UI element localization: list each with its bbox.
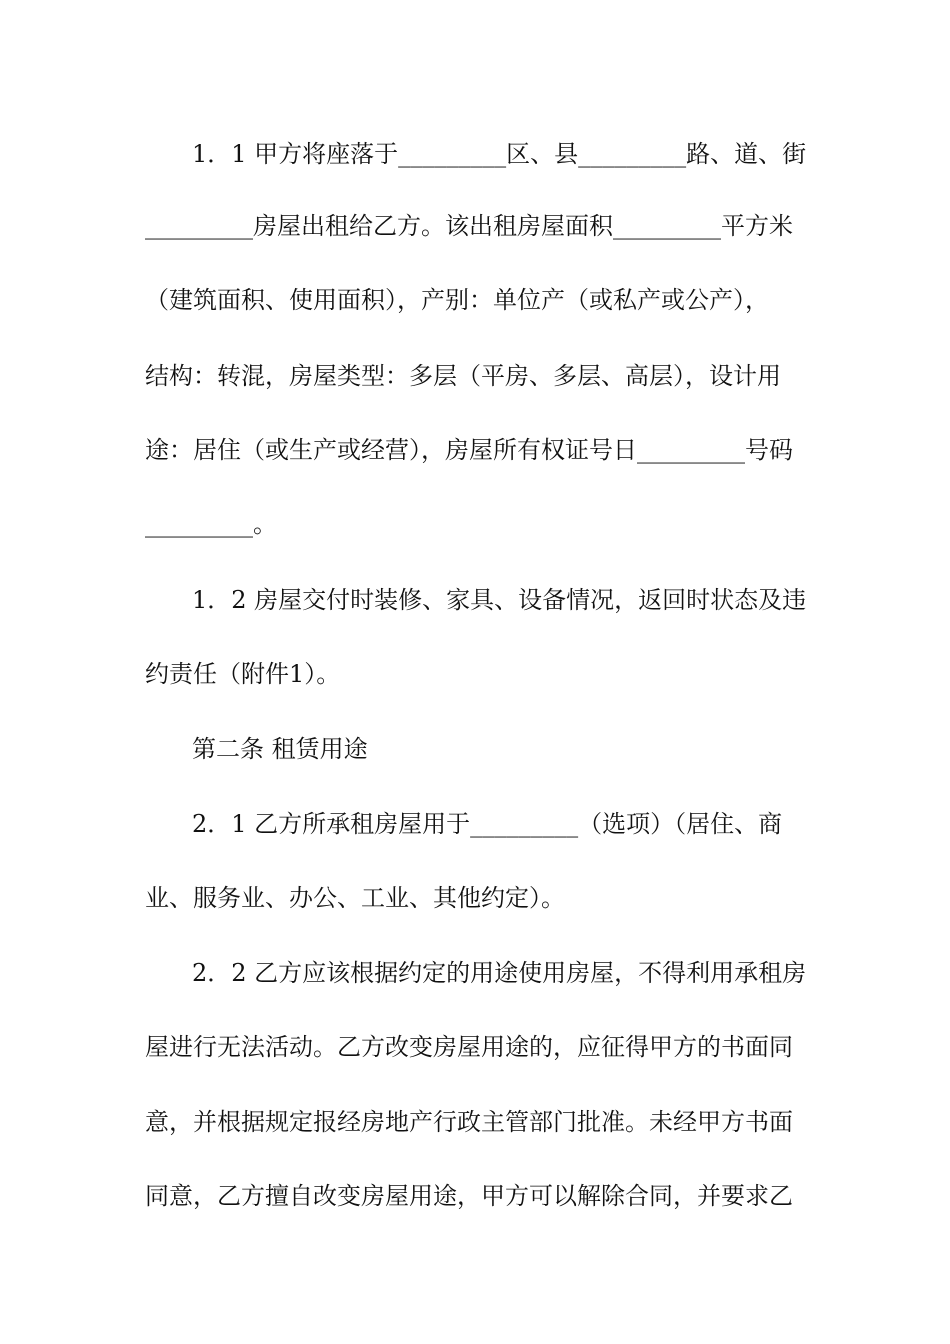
clause-2-1-line-1: 2．1 乙方所承租房屋用于_________（选项）（居住、商 (192, 810, 783, 838)
clause-2-2-line-3: 意，并根据规定报经房地产行政主管部门批准。未经甲方书面 (145, 1108, 793, 1136)
clause-1-2-line-2: 约责任（附件1）。 (145, 660, 341, 688)
clause-1-1-line-2: _________房屋出租给乙方。该出租房屋面积_________平方米 (145, 212, 793, 240)
clause-1-1-line-1: 1．1 甲方将座落于_________区、县_________路、道、街 (192, 140, 807, 168)
clause-2-2-line-4: 同意，乙方擅自改变房屋用途，甲方可以解除合同，并要求乙 (145, 1182, 793, 1210)
section-heading: 第二条 租赁用途 (192, 735, 368, 763)
clause-2-2-line-2: 屋进行无法活动。乙方改变房屋用途的，应征得甲方的书面同 (145, 1033, 793, 1061)
clause-1-2-line-1: 1．2 房屋交付时装修、家具、设备情况，返回时状态及违 (192, 586, 807, 614)
clause-1-1-line-5: 途：居住（或生产或经营），房屋所有权证号日_________号码 (145, 436, 793, 464)
clause-2-2-line-1: 2．2 乙方应该根据约定的用途使用房屋，不得利用承租房 (192, 959, 807, 987)
clause-1-1-line-4: 结构：转混，房屋类型：多层（平房、多层、高层），设计用 (145, 362, 781, 390)
clause-2-1-line-2: 业、服务业、办公、工业、其他约定）。 (145, 884, 565, 912)
clause-1-1-line-3: （建筑面积、使用面积），产别：单位产（或私产或公产）， (145, 286, 769, 314)
clause-1-1-line-6: _________。 (145, 510, 277, 538)
